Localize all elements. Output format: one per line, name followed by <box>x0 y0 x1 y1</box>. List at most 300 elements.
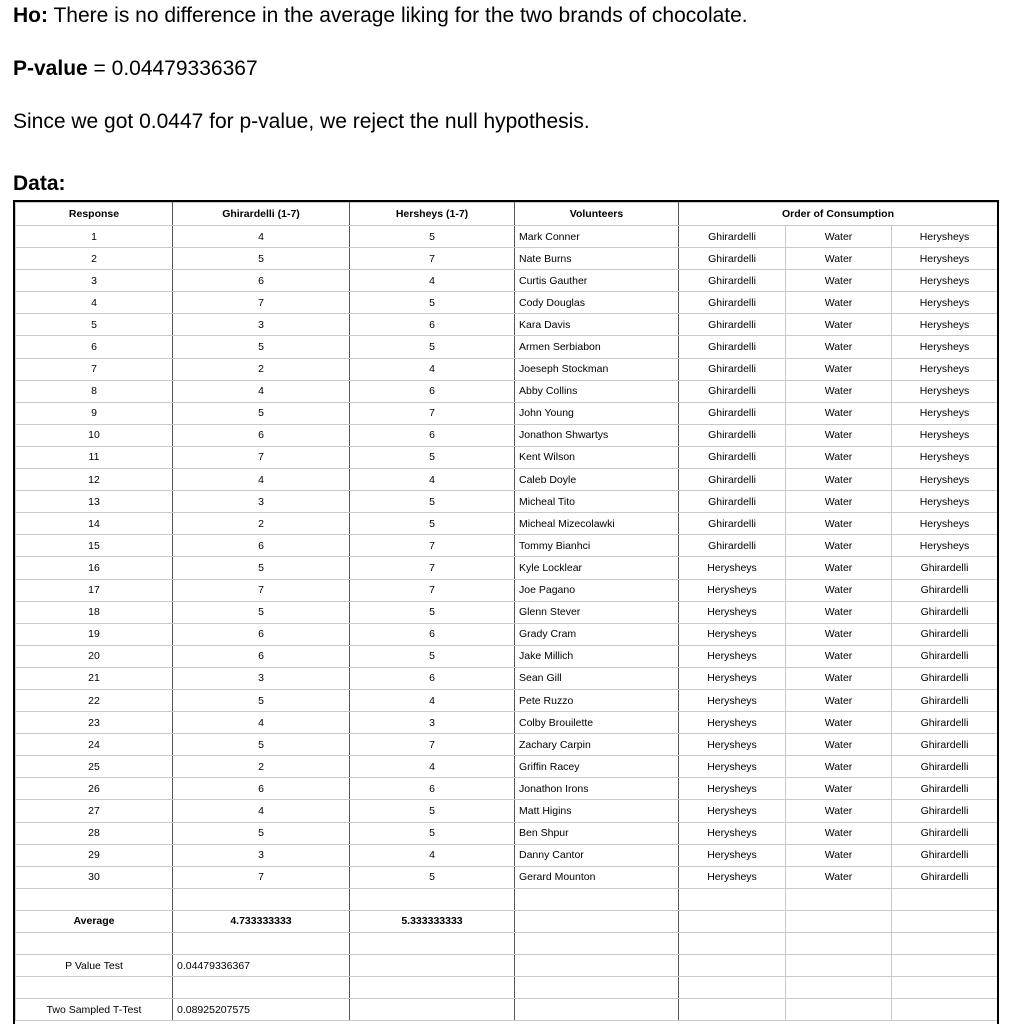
cell-order-last: Herysheys <box>892 380 998 402</box>
cell-ghirardelli: 4 <box>173 226 350 248</box>
blank-cell <box>515 999 679 1021</box>
cell-order-middle: Water <box>786 800 892 822</box>
cell-order-middle: Water <box>786 822 892 844</box>
cell-order-last: Ghirardelli <box>892 689 998 711</box>
cell-order-last: Ghirardelli <box>892 822 998 844</box>
cell-volunteer: Colby Brouilette <box>515 712 679 734</box>
cell-hersheys: 7 <box>350 579 515 601</box>
blank-cell <box>679 933 786 955</box>
cell-response: 15 <box>16 535 173 557</box>
cell-ghirardelli: 3 <box>173 314 350 336</box>
cell-order-last: Herysheys <box>892 402 998 424</box>
hypothesis-line <box>13 4 748 28</box>
cell-response: 12 <box>16 469 173 491</box>
cell-order-middle: Water <box>786 579 892 601</box>
cell-ghirardelli: 5 <box>173 601 350 623</box>
cell-order-middle: Water <box>786 446 892 468</box>
blank-cell <box>679 977 786 999</box>
cell-order-first: Herysheys <box>679 712 786 734</box>
table-row <box>16 535 998 557</box>
cell-ghirardelli: 6 <box>173 270 350 292</box>
cell-volunteer: Jonathon Shwartys <box>515 424 679 446</box>
cell-hersheys: 5 <box>350 601 515 623</box>
cell-order-first: Ghirardelli <box>679 469 786 491</box>
cell-order-last: Herysheys <box>892 226 998 248</box>
cell-response: 30 <box>16 866 173 888</box>
cell-order-first: Herysheys <box>679 866 786 888</box>
summary-row <box>16 955 998 977</box>
cell-ghirardelli: 6 <box>173 623 350 645</box>
cell-order-middle: Water <box>786 380 892 402</box>
cell-ghirardelli: 4 <box>173 800 350 822</box>
cell-order-first: Herysheys <box>679 645 786 667</box>
summary-row <box>16 999 998 1021</box>
cell-order-first: Herysheys <box>679 579 786 601</box>
blank-row <box>16 977 998 999</box>
cell-volunteer: Joe Pagano <box>515 579 679 601</box>
cell-response: 4 <box>16 292 173 314</box>
cell-hersheys: 5 <box>350 491 515 513</box>
cell-order-first: Ghirardelli <box>679 248 786 270</box>
cell-ghirardelli: 6 <box>173 778 350 800</box>
data-heading: Data: <box>13 172 66 195</box>
cell-ghirardelli: 5 <box>173 734 350 756</box>
cell-order-last: Herysheys <box>892 513 998 535</box>
cell-response: 29 <box>16 844 173 866</box>
cell-order-first: Ghirardelli <box>679 336 786 358</box>
cell-order-middle: Water <box>786 667 892 689</box>
cell-order-last: Ghirardelli <box>892 800 998 822</box>
cell-hersheys: 7 <box>350 402 515 424</box>
blank-cell <box>892 999 998 1021</box>
cell-order-middle: Water <box>786 844 892 866</box>
cell-volunteer: Gerard Mounton <box>515 866 679 888</box>
cell-hersheys: 4 <box>350 689 515 711</box>
data-table <box>15 202 998 1021</box>
cell-order-middle: Water <box>786 402 892 424</box>
cell-volunteer: Danny Cantor <box>515 844 679 866</box>
table-row <box>16 579 998 601</box>
table-row <box>16 645 998 667</box>
table-row <box>16 424 998 446</box>
cell-response: 16 <box>16 557 173 579</box>
blank-cell <box>679 999 786 1021</box>
blank-cell <box>350 955 515 977</box>
table-row <box>16 248 998 270</box>
cell-order-first: Herysheys <box>679 667 786 689</box>
cell-order-first: Ghirardelli <box>679 535 786 557</box>
cell-order-middle: Water <box>786 734 892 756</box>
table-row <box>16 667 998 689</box>
cell-volunteer: Mark Conner <box>515 226 679 248</box>
cell-volunteer: Micheal Mizecolawki <box>515 513 679 535</box>
cell-order-middle: Water <box>786 226 892 248</box>
cell-volunteer: Curtis Gauther <box>515 270 679 292</box>
pvalue-text: = 0.04479336367 <box>87 57 258 80</box>
cell-response: 22 <box>16 689 173 711</box>
cell-order-last: Ghirardelli <box>892 579 998 601</box>
cell-volunteer: Jonathon Irons <box>515 778 679 800</box>
header-order: Order of Consumption <box>679 203 998 226</box>
blank-cell <box>786 999 892 1021</box>
cell-order-last: Herysheys <box>892 469 998 491</box>
blank-cell <box>679 888 786 910</box>
header-hersheys: Hersheys (1-7) <box>350 203 515 226</box>
cell-order-first: Ghirardelli <box>679 424 786 446</box>
table-row <box>16 734 998 756</box>
cell-hersheys: 6 <box>350 424 515 446</box>
cell-hersheys: 4 <box>350 270 515 292</box>
blank-row <box>16 933 998 955</box>
table-row <box>16 557 998 579</box>
cell-ghirardelli: 2 <box>173 513 350 535</box>
ttest-label: Two Sampled T-Test <box>16 999 173 1021</box>
cell-order-last: Herysheys <box>892 491 998 513</box>
cell-order-first: Herysheys <box>679 800 786 822</box>
cell-order-first: Ghirardelli <box>679 380 786 402</box>
blank-cell <box>515 888 679 910</box>
cell-volunteer: Kara Davis <box>515 314 679 336</box>
blank-cell <box>786 910 892 932</box>
cell-order-last: Herysheys <box>892 314 998 336</box>
table-row <box>16 800 998 822</box>
cell-order-middle: Water <box>786 270 892 292</box>
cell-volunteer: Ben Shpur <box>515 822 679 844</box>
cell-volunteer: Grady Cram <box>515 623 679 645</box>
table-row <box>16 623 998 645</box>
cell-order-middle: Water <box>786 623 892 645</box>
cell-ghirardelli: 7 <box>173 866 350 888</box>
cell-hersheys: 5 <box>350 292 515 314</box>
table-row <box>16 226 998 248</box>
cell-order-middle: Water <box>786 535 892 557</box>
cell-order-last: Ghirardelli <box>892 557 998 579</box>
cell-response: 19 <box>16 623 173 645</box>
cell-hersheys: 7 <box>350 248 515 270</box>
cell-volunteer: Pete Ruzzo <box>515 689 679 711</box>
cell-order-last: Herysheys <box>892 270 998 292</box>
cell-response: 9 <box>16 402 173 424</box>
cell-order-middle: Water <box>786 358 892 380</box>
cell-order-last: Herysheys <box>892 424 998 446</box>
cell-order-last: Herysheys <box>892 292 998 314</box>
blank-cell <box>16 977 173 999</box>
header-response: Response <box>16 203 173 226</box>
cell-ghirardelli: 5 <box>173 822 350 844</box>
table-row <box>16 601 998 623</box>
cell-order-middle: Water <box>786 292 892 314</box>
cell-order-last: Ghirardelli <box>892 601 998 623</box>
cell-order-first: Ghirardelli <box>679 446 786 468</box>
cell-ghirardelli: 2 <box>173 358 350 380</box>
table-row <box>16 866 998 888</box>
cell-order-first: Ghirardelli <box>679 270 786 292</box>
table-row <box>16 712 998 734</box>
cell-order-first: Ghirardelli <box>679 491 786 513</box>
cell-volunteer: Micheal Tito <box>515 491 679 513</box>
table-row <box>16 844 998 866</box>
cell-hersheys: 7 <box>350 557 515 579</box>
cell-response: 10 <box>16 424 173 446</box>
cell-volunteer: Sean Gill <box>515 667 679 689</box>
cell-response: 20 <box>16 645 173 667</box>
cell-order-middle: Water <box>786 689 892 711</box>
data-spreadsheet <box>13 200 999 1024</box>
cell-ghirardelli: 6 <box>173 424 350 446</box>
cell-order-last: Ghirardelli <box>892 778 998 800</box>
blank-cell <box>515 955 679 977</box>
table-row <box>16 358 998 380</box>
cell-volunteer: John Young <box>515 402 679 424</box>
blank-cell <box>679 910 786 932</box>
cell-hersheys: 6 <box>350 380 515 402</box>
cell-ghirardelli: 4 <box>173 380 350 402</box>
cell-order-last: Ghirardelli <box>892 866 998 888</box>
blank-cell <box>350 977 515 999</box>
cell-hersheys: 4 <box>350 844 515 866</box>
blank-cell <box>679 955 786 977</box>
cell-order-middle: Water <box>786 491 892 513</box>
average-label: Average <box>16 910 173 932</box>
cell-order-middle: Water <box>786 756 892 778</box>
blank-cell <box>16 933 173 955</box>
cell-order-middle: Water <box>786 336 892 358</box>
cell-order-first: Herysheys <box>679 557 786 579</box>
cell-order-first: Herysheys <box>679 689 786 711</box>
blank-cell <box>350 933 515 955</box>
cell-order-last: Herysheys <box>892 535 998 557</box>
cell-order-last: Herysheys <box>892 446 998 468</box>
cell-volunteer: Armen Serbiabon <box>515 336 679 358</box>
cell-order-first: Herysheys <box>679 734 786 756</box>
cell-response: 17 <box>16 579 173 601</box>
cell-volunteer: Matt Higins <box>515 800 679 822</box>
cell-response: 25 <box>16 756 173 778</box>
cell-response: 8 <box>16 380 173 402</box>
cell-response: 28 <box>16 822 173 844</box>
cell-hersheys: 6 <box>350 667 515 689</box>
cell-hersheys: 5 <box>350 336 515 358</box>
cell-order-middle: Water <box>786 513 892 535</box>
table-row <box>16 380 998 402</box>
pvalue-label: P-value <box>13 57 88 80</box>
cell-hersheys: 5 <box>350 446 515 468</box>
cell-volunteer: Kent Wilson <box>515 446 679 468</box>
cell-order-middle: Water <box>786 557 892 579</box>
table-row <box>16 756 998 778</box>
cell-hersheys: 6 <box>350 778 515 800</box>
cell-ghirardelli: 7 <box>173 446 350 468</box>
pvalue-line <box>13 57 258 81</box>
ttest-value: 0.08925207575 <box>173 999 350 1021</box>
cell-volunteer: Tommy Bianhci <box>515 535 679 557</box>
header-row <box>16 203 998 226</box>
blank-cell <box>786 888 892 910</box>
cell-response: 27 <box>16 800 173 822</box>
blank-cell <box>515 933 679 955</box>
table-row <box>16 491 998 513</box>
cell-hersheys: 5 <box>350 822 515 844</box>
cell-order-last: Herysheys <box>892 336 998 358</box>
blank-cell <box>892 910 998 932</box>
cell-ghirardelli: 5 <box>173 557 350 579</box>
cell-ghirardelli: 3 <box>173 844 350 866</box>
blank-cell <box>786 955 892 977</box>
cell-hersheys: 4 <box>350 358 515 380</box>
cell-order-first: Herysheys <box>679 844 786 866</box>
average-hersheys: 5.333333333 <box>350 910 515 932</box>
cell-order-first: Ghirardelli <box>679 314 786 336</box>
cell-ghirardelli: 3 <box>173 491 350 513</box>
cell-ghirardelli: 6 <box>173 645 350 667</box>
cell-ghirardelli: 2 <box>173 756 350 778</box>
blank-row <box>16 888 998 910</box>
cell-order-first: Herysheys <box>679 822 786 844</box>
cell-order-first: Ghirardelli <box>679 402 786 424</box>
cell-response: 7 <box>16 358 173 380</box>
cell-order-middle: Water <box>786 712 892 734</box>
cell-hersheys: 5 <box>350 226 515 248</box>
cell-order-last: Ghirardelli <box>892 667 998 689</box>
blank-cell <box>515 977 679 999</box>
table-row <box>16 292 998 314</box>
table-row <box>16 822 998 844</box>
cell-response: 5 <box>16 314 173 336</box>
cell-ghirardelli: 5 <box>173 689 350 711</box>
cell-order-middle: Water <box>786 469 892 491</box>
cell-order-last: Ghirardelli <box>892 734 998 756</box>
hypothesis-text: There is no difference in the average liking for the two brands of chocolate. <box>48 4 748 27</box>
cell-order-last: Herysheys <box>892 358 998 380</box>
cell-hersheys: 4 <box>350 756 515 778</box>
table-row <box>16 402 998 424</box>
cell-response: 11 <box>16 446 173 468</box>
blank-cell <box>173 977 350 999</box>
hypothesis-label: Ho: <box>13 4 48 27</box>
cell-hersheys: 3 <box>350 712 515 734</box>
pvalue-test-label: P Value Test <box>16 955 173 977</box>
table-row <box>16 689 998 711</box>
blank-cell <box>892 955 998 977</box>
cell-hersheys: 6 <box>350 314 515 336</box>
cell-order-last: Ghirardelli <box>892 844 998 866</box>
cell-hersheys: 5 <box>350 800 515 822</box>
cell-response: 21 <box>16 667 173 689</box>
average-ghirardelli: 4.733333333 <box>173 910 350 932</box>
pvalue-test-value: 0.04479336367 <box>173 955 350 977</box>
cell-order-middle: Water <box>786 601 892 623</box>
blank-cell <box>786 933 892 955</box>
cell-volunteer: Joeseph Stockman <box>515 358 679 380</box>
blank-cell <box>515 910 679 932</box>
cell-hersheys: 6 <box>350 623 515 645</box>
table-row <box>16 469 998 491</box>
blank-cell <box>173 888 350 910</box>
cell-ghirardelli: 6 <box>173 535 350 557</box>
cell-order-first: Ghirardelli <box>679 358 786 380</box>
cell-volunteer: Glenn Stever <box>515 601 679 623</box>
cell-response: 23 <box>16 712 173 734</box>
cell-order-first: Ghirardelli <box>679 292 786 314</box>
cell-order-first: Herysheys <box>679 601 786 623</box>
cell-ghirardelli: 4 <box>173 712 350 734</box>
table-row <box>16 446 998 468</box>
cell-volunteer: Zachary Carpin <box>515 734 679 756</box>
cell-order-first: Ghirardelli <box>679 226 786 248</box>
cell-volunteer: Jake Millich <box>515 645 679 667</box>
cell-ghirardelli: 4 <box>173 469 350 491</box>
cell-hersheys: 5 <box>350 645 515 667</box>
cell-volunteer: Cody Douglas <box>515 292 679 314</box>
cell-response: 6 <box>16 336 173 358</box>
cell-response: 2 <box>16 248 173 270</box>
cell-hersheys: 7 <box>350 535 515 557</box>
cell-order-last: Herysheys <box>892 248 998 270</box>
table-row <box>16 314 998 336</box>
cell-ghirardelli: 5 <box>173 402 350 424</box>
cell-response: 18 <box>16 601 173 623</box>
cell-volunteer: Nate Burns <box>515 248 679 270</box>
table-row <box>16 270 998 292</box>
cell-order-middle: Water <box>786 778 892 800</box>
cell-ghirardelli: 7 <box>173 579 350 601</box>
blank-cell <box>16 888 173 910</box>
cell-response: 26 <box>16 778 173 800</box>
cell-order-middle: Water <box>786 314 892 336</box>
blank-cell <box>350 999 515 1021</box>
cell-order-last: Ghirardelli <box>892 645 998 667</box>
blank-cell <box>786 977 892 999</box>
cell-ghirardelli: 7 <box>173 292 350 314</box>
cell-response: 13 <box>16 491 173 513</box>
blank-cell <box>350 888 515 910</box>
blank-cell <box>892 933 998 955</box>
cell-order-last: Ghirardelli <box>892 623 998 645</box>
table-row <box>16 778 998 800</box>
header-ghirardelli: Ghirardelli (1-7) <box>173 203 350 226</box>
cell-volunteer: Abby Collins <box>515 380 679 402</box>
cell-response: 1 <box>16 226 173 248</box>
cell-hersheys: 7 <box>350 734 515 756</box>
cell-volunteer: Kyle Locklear <box>515 557 679 579</box>
cell-order-last: Ghirardelli <box>892 712 998 734</box>
blank-cell <box>173 933 350 955</box>
cell-ghirardelli: 5 <box>173 336 350 358</box>
cell-order-last: Ghirardelli <box>892 756 998 778</box>
blank-cell <box>892 977 998 999</box>
cell-order-middle: Water <box>786 424 892 446</box>
cell-ghirardelli: 3 <box>173 667 350 689</box>
cell-order-first: Herysheys <box>679 756 786 778</box>
cell-response: 14 <box>16 513 173 535</box>
cell-hersheys: 5 <box>350 866 515 888</box>
cell-response: 24 <box>16 734 173 756</box>
cell-volunteer: Griffin Racey <box>515 756 679 778</box>
cell-order-first: Herysheys <box>679 623 786 645</box>
blank-cell <box>892 888 998 910</box>
table-row <box>16 336 998 358</box>
summary-row <box>16 910 998 932</box>
cell-order-middle: Water <box>786 866 892 888</box>
conclusion-line: Since we got 0.0447 for p-value, we reject the null hypothesis. <box>13 110 590 133</box>
cell-hersheys: 4 <box>350 469 515 491</box>
cell-order-first: Herysheys <box>679 778 786 800</box>
cell-response: 3 <box>16 270 173 292</box>
cell-order-middle: Water <box>786 248 892 270</box>
cell-order-middle: Water <box>786 645 892 667</box>
cell-volunteer: Caleb Doyle <box>515 469 679 491</box>
header-volunteers: Volunteers <box>515 203 679 226</box>
